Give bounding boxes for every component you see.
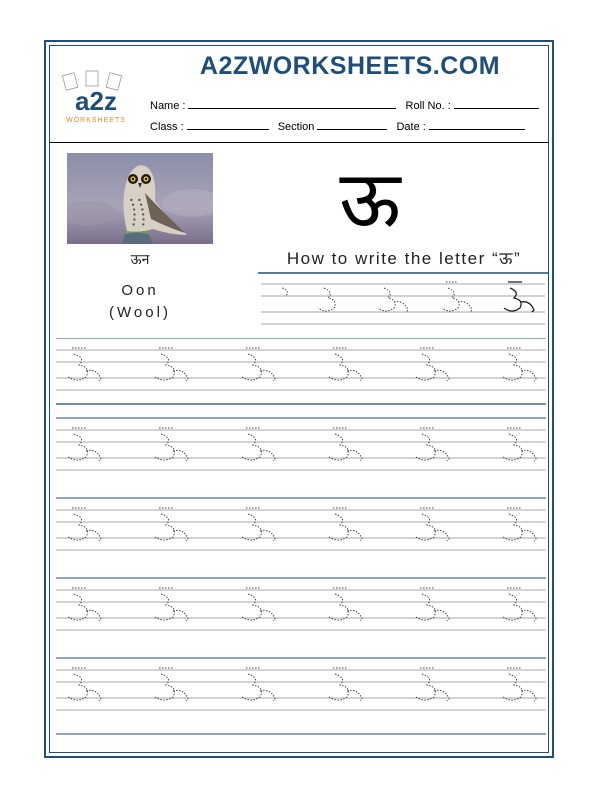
name-field-line <box>150 99 539 112</box>
word-transliteration: Oon <box>121 282 159 299</box>
site-title: A2ZWORKSHEETS.COM <box>199 52 501 80</box>
trace-letter[interactable] <box>503 668 536 701</box>
trace-letter[interactable] <box>242 588 275 621</box>
practice-grid <box>56 338 546 738</box>
practice-row <box>56 338 546 404</box>
trace-letter[interactable] <box>416 588 449 621</box>
section-blank[interactable] <box>317 120 387 130</box>
stroke-step-2 <box>318 288 335 311</box>
roll-blank[interactable] <box>454 99 539 109</box>
trace-letter[interactable] <box>155 508 188 541</box>
class-field-line <box>150 120 525 133</box>
stroke-step-5 <box>504 282 534 312</box>
trace-letter[interactable] <box>503 348 536 381</box>
owl-photo <box>67 153 213 244</box>
stroke-order-guide <box>258 270 548 328</box>
trace-letter[interactable] <box>503 428 536 461</box>
how-to-label: How to write the letter “ऊ” <box>286 249 522 268</box>
trace-letter[interactable] <box>155 588 188 621</box>
trace-letter[interactable] <box>68 428 101 461</box>
logo-subtext: WORKSHEETS <box>66 117 126 124</box>
trace-letter[interactable] <box>329 428 362 461</box>
trace-letter[interactable] <box>68 588 101 621</box>
trace-letter[interactable] <box>242 348 275 381</box>
roll-label: Roll No. : <box>405 100 451 112</box>
header-divider <box>49 142 549 143</box>
trace-letter[interactable] <box>329 508 362 541</box>
class-label: Class : <box>150 121 184 133</box>
trace-letter[interactable] <box>329 588 362 621</box>
trace-letter[interactable] <box>503 588 536 621</box>
trace-letter[interactable] <box>155 668 188 701</box>
trace-letter[interactable] <box>155 428 188 461</box>
date-label: Date : <box>396 121 426 133</box>
trace-letter[interactable] <box>68 508 101 541</box>
name-label: Name : <box>150 100 186 112</box>
practice-row <box>56 418 546 470</box>
class-blank[interactable] <box>187 120 269 130</box>
stroke-step-1 <box>282 288 287 296</box>
trace-letter[interactable] <box>416 428 449 461</box>
logo-text: a2z <box>75 86 117 116</box>
practice-row <box>56 498 546 550</box>
word-english: (Wool) <box>109 304 171 321</box>
practice-row <box>56 658 546 710</box>
trace-letter[interactable] <box>242 428 275 461</box>
trace-letter[interactable] <box>329 348 362 381</box>
trace-letter[interactable] <box>503 508 536 541</box>
trace-letter[interactable] <box>416 348 449 381</box>
trace-letter[interactable] <box>68 668 101 701</box>
letter-glyph: ऊ <box>339 155 401 245</box>
word-hindi: ऊन <box>130 252 150 268</box>
trace-letter[interactable] <box>242 508 275 541</box>
trace-letter[interactable] <box>416 668 449 701</box>
trace-letter[interactable] <box>68 348 101 381</box>
a2z-logo <box>56 68 136 126</box>
trace-letter[interactable] <box>155 348 188 381</box>
stroke-step-3 <box>378 288 408 312</box>
trace-letter[interactable] <box>329 668 362 701</box>
practice-row <box>56 578 546 630</box>
name-blank[interactable] <box>188 99 396 109</box>
trace-letter[interactable] <box>416 508 449 541</box>
date-blank[interactable] <box>429 120 525 130</box>
section-label: Section <box>277 121 315 133</box>
trace-letter[interactable] <box>242 668 275 701</box>
stroke-step-4 <box>442 282 472 312</box>
